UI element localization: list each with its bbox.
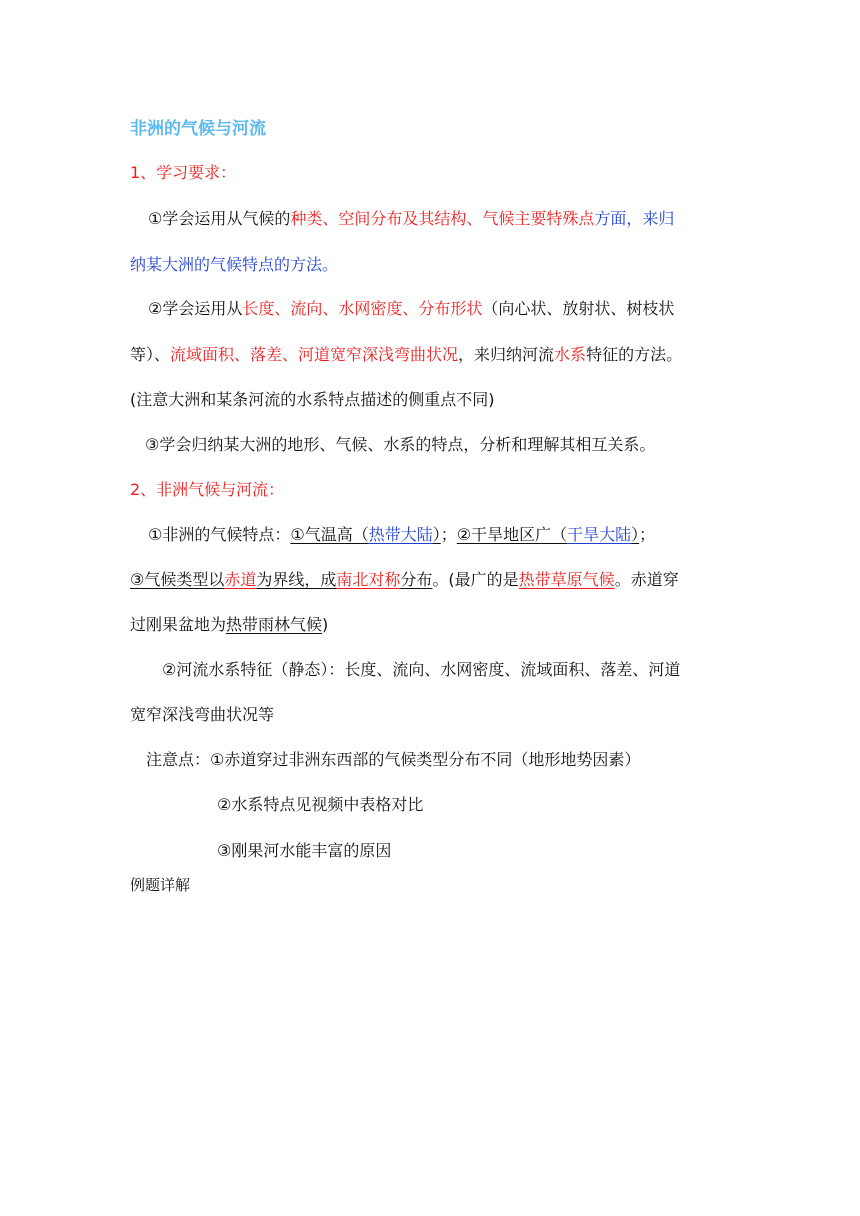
climate-line-3 (130, 614, 328, 636)
req2-text-f: ，来归纳河流 (458, 345, 555, 364)
req1-text-c: 方面，来归 (594, 209, 675, 228)
note-point-3: ③刚果河水能丰富的原因 (217, 841, 392, 860)
climate-text-l: 为界线，成 (256, 570, 337, 589)
req1-text-b: 种类、空间分布及其结构、气候主要特殊点 (290, 209, 595, 228)
climate-text-o: 。(最广的是 (432, 570, 519, 589)
river-line-2: 宽窄深浅弯曲状况等 (130, 705, 275, 724)
climate-text-j: ③气候类型以 (130, 570, 225, 589)
climate-line-1 (148, 524, 655, 546)
req2-text-g: 水系 (554, 345, 587, 364)
climate-text-i: ； (639, 525, 656, 544)
section-1-heading: 1、学习要求： (130, 163, 237, 182)
note-point-2: ②水系特点见视频中表格对比 (217, 795, 424, 814)
req2-text-c: （向心状、放射状、树枝状 (482, 299, 675, 318)
section-2-heading: 2、非洲气候与河流： (130, 480, 285, 499)
requirement-2-line-1 (148, 298, 674, 320)
req2-text-d: 等）、 (130, 345, 171, 364)
requirement-2-line-2 (130, 344, 682, 366)
requirement-1-line-1 (148, 208, 674, 230)
river-line-1: ②河流水系特征（静态）：长度、流向、水网密度、流域面积、落差、河道 (162, 660, 681, 679)
requirement-note: (注意大洲和某条河流的水系特点描述的侧重点不同) (130, 390, 495, 409)
requirement-1-line-2: 纳某大洲的气候特点的方法。 (130, 255, 339, 274)
climate-text-n: 分布 (400, 570, 433, 589)
climate-text-k: 赤道 (224, 570, 257, 589)
climate-text-r: 过刚果盆地为 (130, 615, 227, 634)
example-heading: 例题详解 (130, 876, 191, 894)
climate-text-g: 干旱大陆 (567, 525, 632, 544)
climate-text-m: 南北对称 (336, 570, 401, 589)
req2-text-a: ②学会运用从 (148, 299, 243, 318)
climate-text-d: ） (432, 525, 441, 544)
climate-text-s: 热带雨林气候 (226, 615, 323, 634)
climate-text-t: ) (322, 615, 329, 634)
req1-text-a: ①学会运用从气候的 (148, 209, 291, 228)
climate-text-b: ①气温高（ (290, 525, 369, 544)
climate-text-p: 热带草原气候 (518, 570, 615, 589)
req2-text-h: 特征的方法。 (586, 345, 683, 364)
climate-text-a: ①非洲的气候特点： (148, 525, 291, 544)
climate-line-2 (130, 569, 679, 591)
note-point-1: 注意点：①赤道穿过非洲东西部的气候类型分布不同（地形地势因素） (146, 750, 641, 769)
climate-text-q: 。赤道穿 (614, 570, 679, 589)
climate-text-h: ） (631, 525, 640, 544)
req2-text-b: 长度、流向、水网密度、分布形状 (242, 299, 483, 318)
requirement-3: ③学会归纳某大洲的地形、气候、水系的特点，分析和理解其相互关系。 (145, 435, 656, 454)
document-title: 非洲的气候与河流 (130, 119, 266, 139)
climate-text-c: 热带大陆 (368, 525, 433, 544)
req2-text-e: 流域面积、落差、河道宽窄深浅弯曲状况 (170, 345, 459, 364)
climate-text-f: ②干旱地区广（ (456, 525, 568, 544)
climate-text-e: ； (440, 525, 457, 544)
